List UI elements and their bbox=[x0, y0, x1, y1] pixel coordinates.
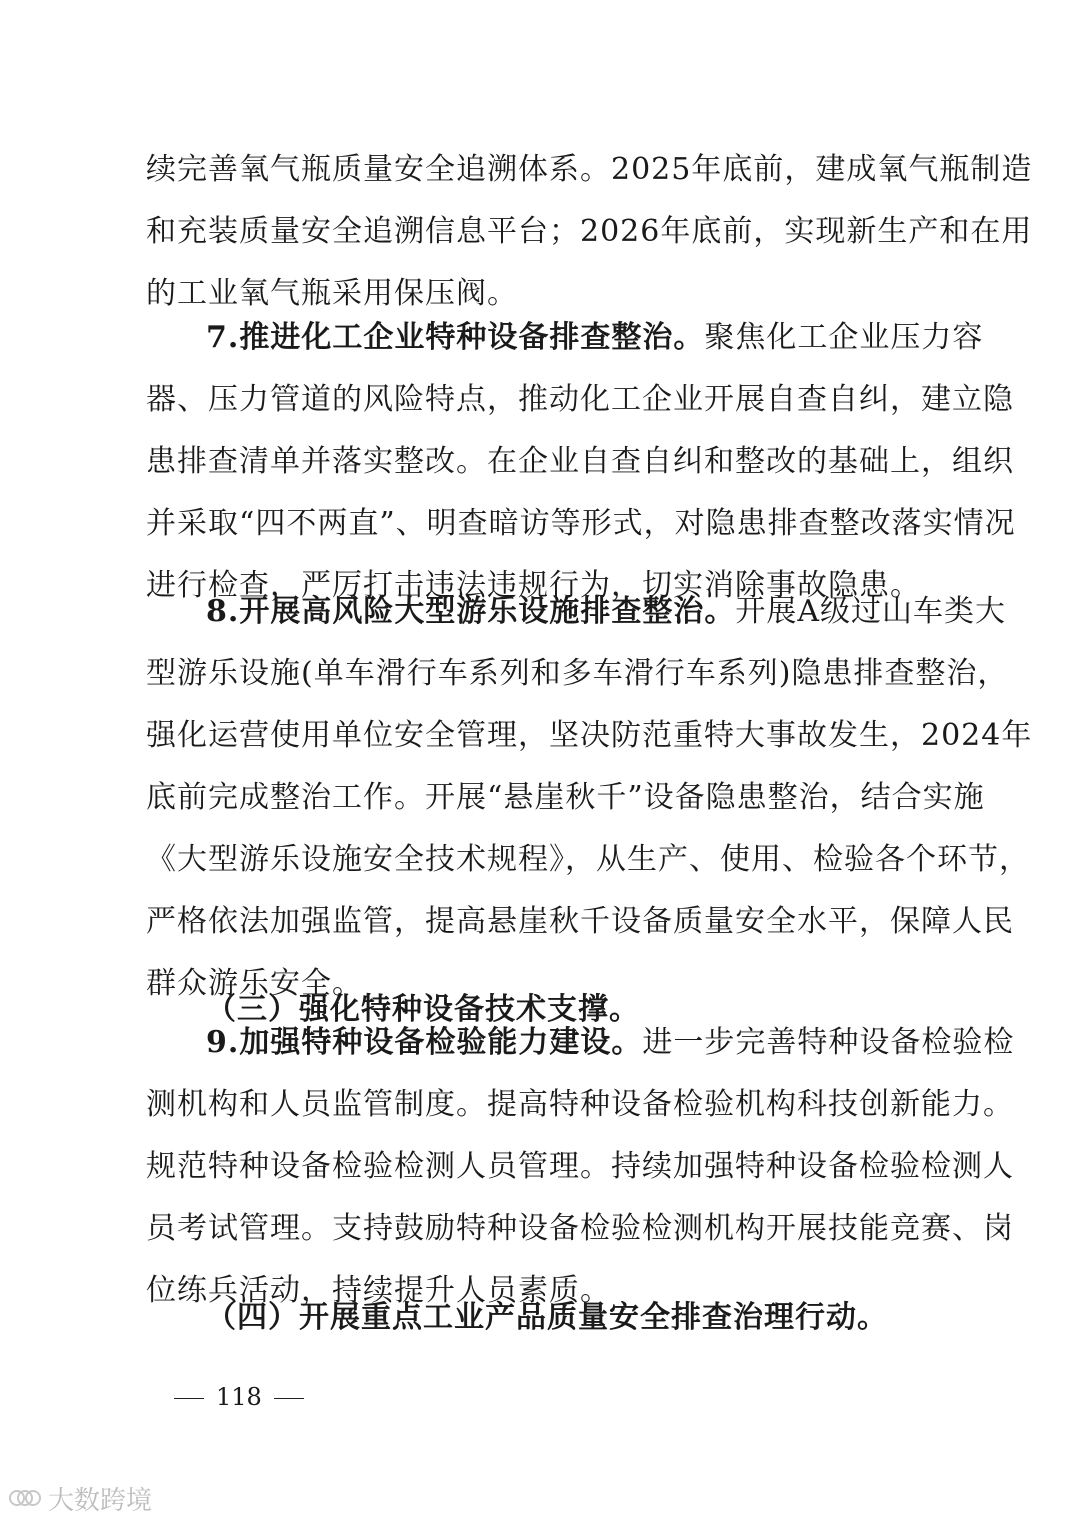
bold-heading: 7.推进化工企业特种设备排查整治。 bbox=[206, 320, 705, 355]
paragraph-line bbox=[146, 504, 1016, 544]
paragraph-heading-line bbox=[206, 318, 984, 358]
paragraph-line bbox=[146, 1085, 1014, 1125]
page-number: 118 bbox=[216, 1383, 262, 1411]
watermark bbox=[8, 1478, 152, 1518]
paragraph-line bbox=[146, 778, 985, 818]
paragraph-line bbox=[146, 716, 1033, 756]
line-text: 续完善氧气瓶质量安全追溯体系。2025年底前，建成氧气瓶制造 bbox=[146, 152, 1033, 187]
line-text: 强化运营使用单位安全管理，坚决防范重特大事故发生，2024年 bbox=[146, 718, 1033, 753]
line-text: 进行检查，严厉打击违法违规行为，切实消除事故隐患。 bbox=[146, 568, 921, 603]
paragraph-line bbox=[146, 840, 1030, 880]
bold-heading: （四）开展重点工业产品质量安全排查治理行动。 bbox=[206, 1300, 888, 1335]
line-text: 测机构和人员监管制度。提高特种设备检验机构科技创新能力。 bbox=[146, 1087, 1014, 1122]
paragraph-line bbox=[146, 1209, 1014, 1249]
watermark-text: 大数跨境 bbox=[48, 1485, 153, 1516]
line-text: 型游乐设施(单车滑行车系列和多车滑行车系列)隐患排查整治， bbox=[146, 656, 1009, 691]
line-text: 员考试管理。支持鼓励特种设备检验检测机构开展技能竞赛、岗 bbox=[146, 1211, 1014, 1246]
line-text: 聚焦化工企业压力容 bbox=[704, 320, 984, 355]
line-text: 严格依法加强监管，提高悬崖秋千设备质量安全水平，保障人民 bbox=[146, 904, 1014, 939]
paragraph-heading-line bbox=[206, 1023, 1015, 1063]
paragraph-line bbox=[146, 212, 1033, 252]
line-text: 的工业氧气瓶采用保压阀。 bbox=[146, 276, 518, 311]
paragraph-line bbox=[146, 274, 946, 314]
line-text: 器、压力管道的风险特点，推动化工企业开展自查自纠，建立隐 bbox=[146, 382, 1014, 417]
paragraph-line bbox=[146, 150, 1033, 190]
bold-heading: 8.开展高风险大型游乐设施排查整治。 bbox=[206, 594, 736, 629]
paragraph-line bbox=[146, 442, 1014, 482]
footer-dash-left bbox=[174, 1398, 204, 1399]
line-text: 患排查清单并落实整改。在企业自查自纠和整改的基础上，组织 bbox=[146, 444, 1014, 479]
watermark-logo-icon bbox=[8, 1485, 42, 1511]
line-text: 群众游乐安全。 bbox=[146, 966, 363, 1001]
footer-dash-right bbox=[274, 1398, 304, 1399]
line-text: 《大型游乐设施安全技术规程》，从生产、使用、检验各个环节， bbox=[146, 842, 1030, 877]
paragraph-line bbox=[146, 654, 1009, 694]
paragraph-line bbox=[146, 902, 1014, 942]
line-text: 并采取“四不两直”、明查暗访等形式，对隐患排查整改落实情况 bbox=[146, 506, 1016, 541]
line-text: 底前完成整治工作。开展“悬崖秋千”设备隐患整治，结合实施 bbox=[146, 780, 985, 815]
line-text: 和充装质量安全追溯信息平台；2026年底前，实现新生产和在用 bbox=[146, 214, 1033, 249]
paragraph-line bbox=[146, 380, 1014, 420]
line-text: 位练兵活动，持续提升人员素质。 bbox=[146, 1273, 611, 1308]
bold-heading: （三）强化特种设备技术支撑。 bbox=[206, 992, 640, 1027]
paragraph-heading-line bbox=[206, 1298, 946, 1338]
page-footer bbox=[162, 1380, 316, 1414]
line-text: 规范特种设备检验检测人员管理。持续加强特种设备检验检测人 bbox=[146, 1149, 1014, 1184]
line-text: 开展A级过山车类大 bbox=[735, 594, 1006, 629]
bold-heading: 9.加强特种设备检验能力建设。 bbox=[206, 1025, 643, 1060]
line-text: 进一步完善特种设备检验检 bbox=[642, 1025, 1015, 1060]
paragraph-line bbox=[146, 1147, 1014, 1187]
paragraph-heading-line bbox=[206, 592, 1006, 632]
